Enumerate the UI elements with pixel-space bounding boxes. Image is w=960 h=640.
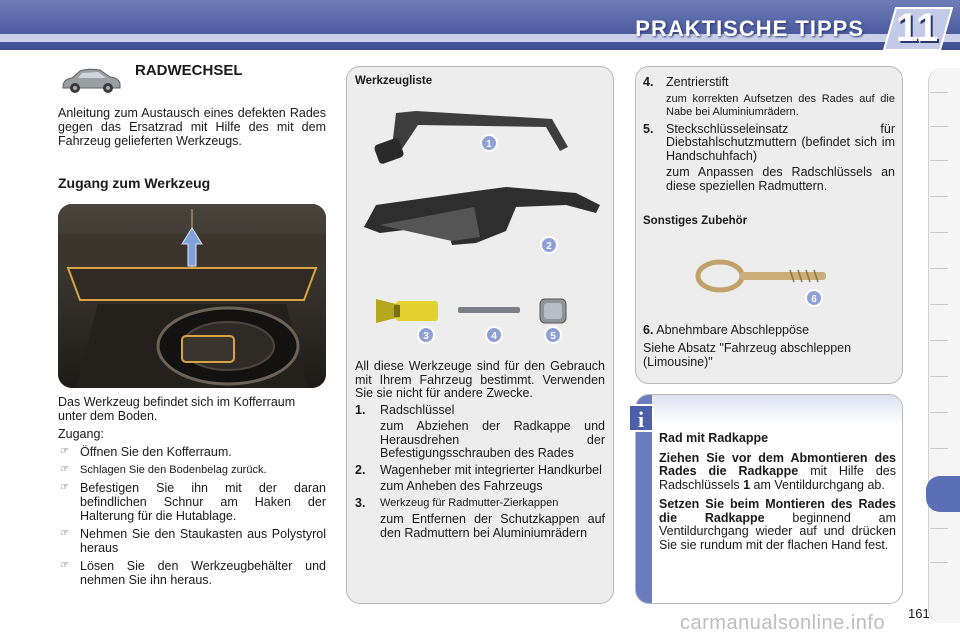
tab-current-chapter[interactable] [926, 476, 960, 512]
item-name: Steckschlüsseleinsatz für Diebstahlschutzmuttern (befindet sich im Handschuhfach) [666, 121, 895, 163]
info-paragraph [659, 498, 896, 552]
towing-eye-image [690, 256, 840, 312]
list-item [643, 76, 895, 90]
step-text: Öffnen Sie den Kofferraum. [80, 445, 232, 459]
callout-4 [486, 327, 502, 343]
list-item [355, 464, 605, 478]
item-description: zum korrekten Aufsetzen des Rades auf die Nabe bei Aluminiumrädern. [666, 92, 895, 118]
section-heading: RADWECHSEL [135, 62, 243, 79]
page-title: PRAKTISCHE TIPPS [635, 16, 864, 41]
list-item [355, 497, 605, 511]
callout-3 [418, 327, 434, 343]
list-item [58, 445, 326, 459]
info-text-part: beginnend am Ventildurchgang wieder auf und drücken Sie sie rundum mit der flachen Hand fest. [659, 510, 896, 552]
tab-divider [930, 304, 948, 305]
cap-remover-image [376, 299, 438, 323]
item-number: 6. [643, 323, 654, 337]
towing-reference: Siehe Absatz "Fahrzeug abschleppen (Limousine)" [643, 341, 852, 369]
tab-divider [930, 448, 948, 449]
pointing-hand-icon: ☞ [60, 482, 69, 493]
svg-text:6: 6 [811, 294, 817, 305]
tab-divider [930, 412, 948, 413]
socket-adapter-image [540, 299, 566, 323]
list-item [355, 404, 605, 418]
tab-divider [930, 196, 948, 197]
pointing-hand-icon: ☞ [60, 560, 69, 571]
watermark: carmanualsonline.info [680, 612, 886, 634]
svg-text:5: 5 [550, 331, 556, 342]
callout-2 [541, 237, 557, 253]
step-text: Befestigen Sie ihn mit der daran befindlichen Schnur am Haken der Halterung für die Hutablage. [80, 481, 326, 523]
chapter-number: 11 [895, 6, 939, 50]
list-item [58, 463, 326, 477]
tab-divider [930, 232, 948, 233]
pointing-hand-icon: ☞ [60, 446, 69, 457]
item-number: 1. [355, 402, 366, 417]
item-number: 3. [355, 495, 366, 510]
callout-1 [481, 135, 497, 151]
access-instructions [58, 395, 326, 591]
page-number: 161 [908, 606, 930, 621]
tab-divider [930, 268, 948, 269]
trunk-illustration [58, 204, 326, 388]
list-item [58, 481, 326, 523]
pointing-hand-icon: ☞ [60, 464, 69, 475]
info-text-part: mit Hilfe des Radschlüssels [659, 464, 896, 492]
tab-divider [930, 376, 948, 377]
tab-divider [930, 92, 948, 93]
wheel-wrench-image [373, 111, 568, 165]
svg-text:3: 3 [423, 331, 429, 342]
info-title: Rad mit Radkappe [659, 431, 769, 445]
item-number: 2. [355, 462, 366, 477]
item-number: 5. [643, 121, 654, 136]
svg-text:1: 1 [486, 139, 492, 150]
list-item [643, 123, 895, 164]
towing-eye-text [643, 323, 895, 369]
info-icon: i [628, 404, 654, 432]
tool-list-heading: Werkzeugliste [355, 75, 433, 87]
tab-divider [930, 528, 948, 529]
callout-6 [806, 290, 822, 306]
info-tool-number: 1 [743, 477, 751, 492]
item-name: Wagenheber mit integrierter Handkurbel [380, 462, 602, 477]
trunk-photo [58, 204, 326, 388]
list-item [643, 323, 895, 337]
tab-divider [930, 126, 948, 127]
chapter-badge [878, 4, 956, 52]
tab-divider [930, 562, 948, 563]
item-name: Werkzeug für Radmutter-Zierkappen [380, 496, 559, 509]
tab-divider [930, 340, 948, 341]
tool-list-continued [643, 76, 895, 196]
step-text: Lösen Sie den Werkzeugbehälter und nehmen Sie ihn heraus. [80, 559, 326, 587]
item-name: Radschlüssel [380, 402, 455, 417]
item-description: zum Abziehen der Radkappe und Herausdrehen der Befestigungsschrauben des Rades [380, 419, 605, 460]
tools-illustration [356, 95, 606, 355]
step-text: Nehmen Sie den Staukasten aus Polystyrol heraus [80, 527, 326, 555]
item-description: zum Anheben des Fahrzeugs [380, 479, 543, 493]
info-header-shade [652, 395, 902, 425]
item-name: Zentrierstift [666, 75, 729, 89]
info-text-part: am Ventildurchgang ab. [753, 477, 885, 492]
pointing-hand-icon: ☞ [60, 528, 69, 539]
item-description: zum Anpassen des Radschlüssels an diese speziellen Radmuttern. [666, 165, 895, 193]
chapter-tabs [928, 68, 960, 623]
list-item [58, 559, 326, 587]
info-paragraph [659, 452, 896, 493]
list-item [58, 527, 326, 555]
subsection-heading: Zugang zum Werkzeug [58, 175, 211, 191]
car-icon [60, 66, 122, 96]
jack-image [364, 187, 600, 245]
step-text: Schlagen Sie den Bodenbelag zurück. [80, 464, 267, 476]
tool-list-text [355, 360, 605, 543]
svg-text:4: 4 [491, 331, 497, 342]
intro-paragraph: Anleitung zum Austausch eines defekten Rades gegen das Ersatzrad mit Hilfe des mit dem Fahrzeug gelieferten Werkzeugs. [58, 106, 326, 148]
info-emphasis: Setzen Sie beim Montieren des Rades die Radkappe [659, 497, 896, 525]
access-label: Zugang: [58, 427, 104, 441]
location-text: Das Werkzeug befindet sich im Kofferraum unter dem Boden. [58, 395, 296, 423]
info-text [659, 432, 896, 558]
item-name: Abnehmbare Abschleppöse [656, 323, 810, 337]
item-description: zum Entfernen der Schutzkappen auf den Radmuttern bei Aluminiumrädern [380, 512, 605, 540]
accessories-heading: Sonstiges Zubehör [643, 215, 748, 227]
callout-5 [545, 327, 561, 343]
svg-text:2: 2 [546, 241, 552, 252]
tab-divider [930, 160, 948, 161]
centering-pin-image [458, 307, 520, 313]
info-emphasis: Ziehen Sie vor dem Abmontieren des Rades die Radkappe [659, 450, 896, 478]
item-number: 4. [643, 75, 654, 89]
usage-note: All diese Werkzeuge sind für den Gebrauch mit Ihrem Fahrzeug bestimmt. Verwenden Sie sie nicht für andere Zwecke. [355, 359, 605, 400]
